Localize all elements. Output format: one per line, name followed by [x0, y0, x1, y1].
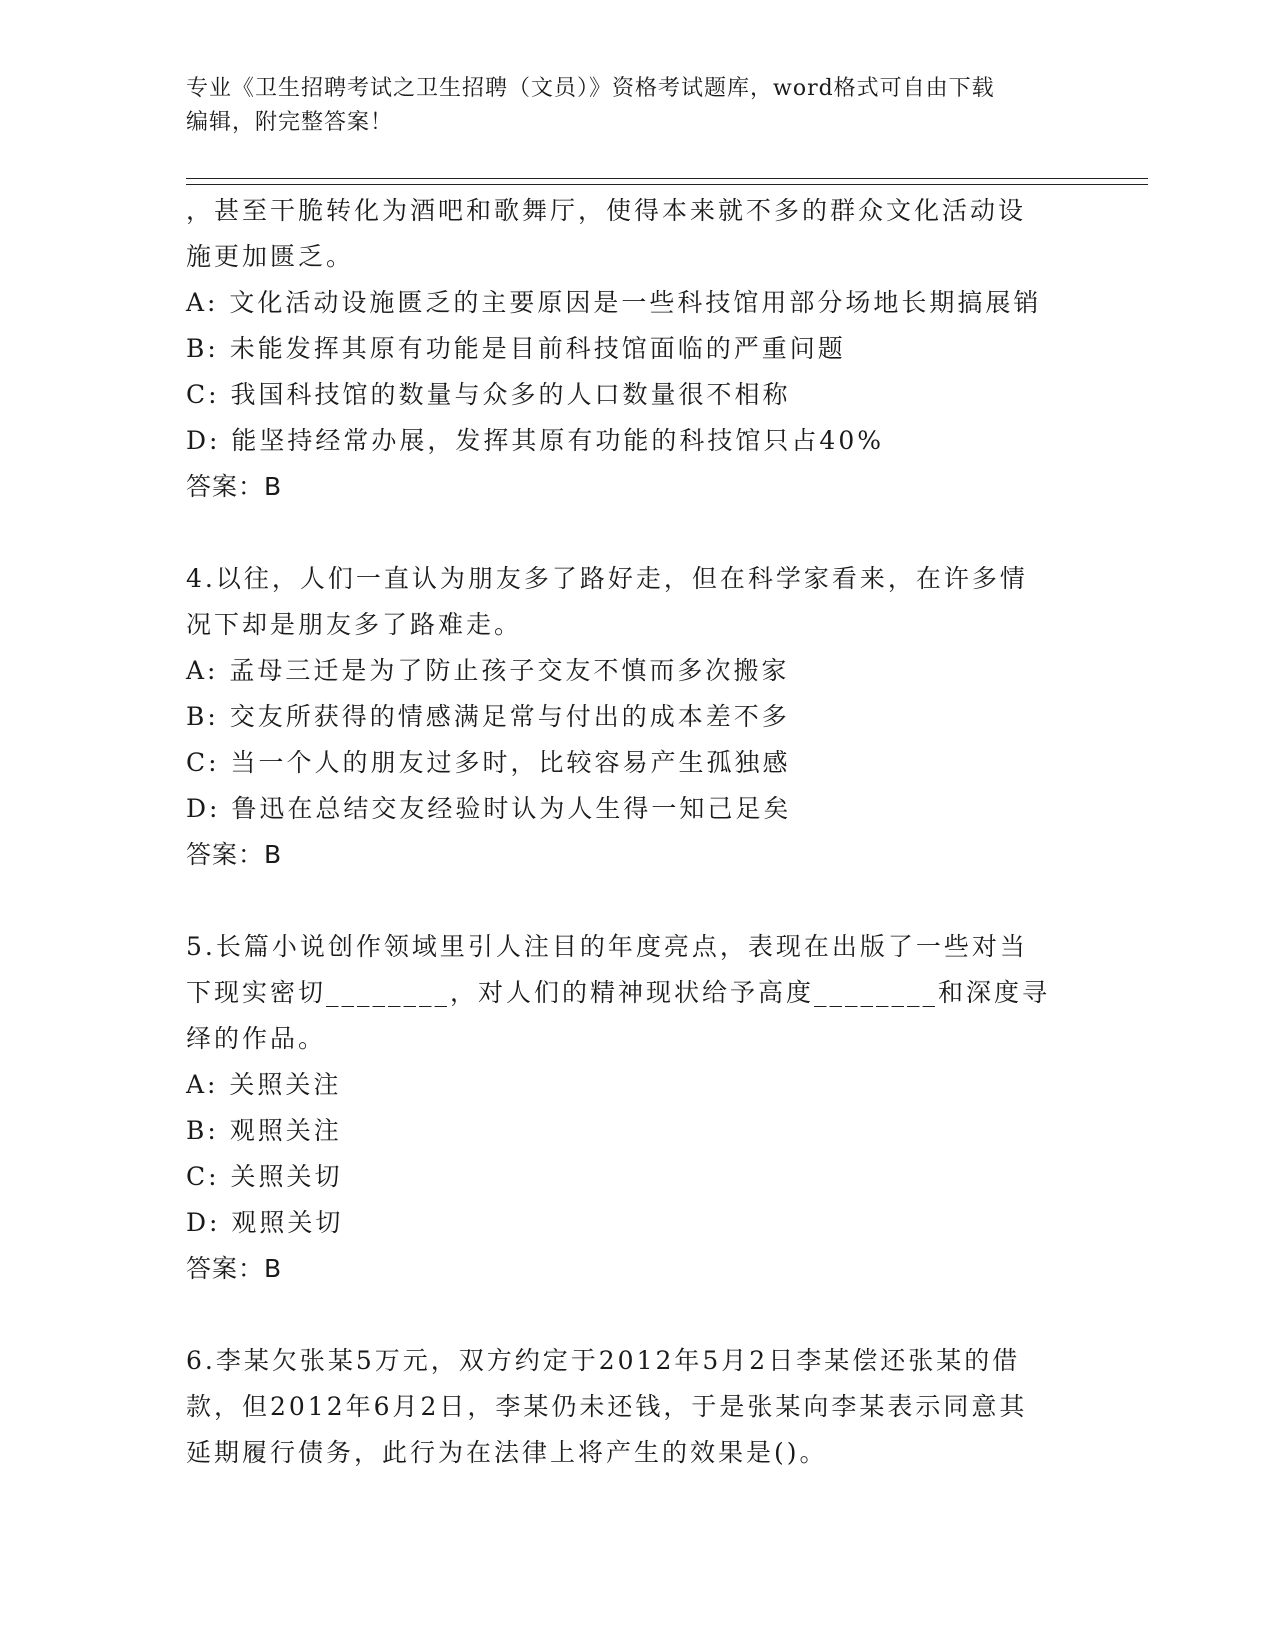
- question-stem-line: 延期履行债务，此行为在法律上将产生的效果是()。: [186, 1438, 828, 1467]
- question-stem-line: 6.李某欠张某5万元，双方约定于2012年5月2日李某偿还张某的借: [186, 1346, 1021, 1375]
- answer-line: 答案：B: [186, 472, 283, 501]
- option-b: B: 观照关注: [186, 1116, 342, 1145]
- option-a: A: 文化活动设施匮乏的主要原因是一些科技馆用部分场地长期搞展销: [186, 288, 1042, 317]
- question-stem-line: 下现实密切________，对人们的精神现状给予高度________和深度寻: [186, 978, 1051, 1007]
- option-c: C: 我国科技馆的数量与众多的人口数量很不相称: [186, 380, 791, 409]
- question-stem-line: 绎的作品。: [186, 1024, 327, 1053]
- option-c: C: 当一个人的朋友过多时，比较容易产生孤独感: [186, 748, 791, 777]
- answer-line: 答案：B: [186, 840, 283, 869]
- question-stem-line: 况下却是朋友多了路难走。: [186, 610, 523, 639]
- header-divider-bottom: [186, 184, 1148, 185]
- question-stem-line: 款，但2012年6月2日，李某仍未还钱，于是张某向李某表示同意其: [186, 1392, 1028, 1421]
- document-header: [186, 72, 1066, 140]
- option-d: D: 鲁迅在总结交友经验时认为人生得一知己足矣: [186, 794, 792, 823]
- question-4: [186, 556, 1086, 878]
- question-fragment: [186, 188, 1086, 510]
- header-line-2: 编辑，附完整答案！: [186, 110, 394, 135]
- option-d: D: 观照关切: [186, 1208, 344, 1237]
- answer-line: 答案：B: [186, 1254, 283, 1283]
- question-5: [186, 924, 1086, 1292]
- option-b: B: 未能发挥其原有功能是目前科技馆面临的严重问题: [186, 334, 846, 363]
- question-stem-line: ，甚至干脆转化为酒吧和歌舞厅，使得本来就不多的群众文化活动设: [186, 196, 1027, 225]
- question-stem-line: 施更加匮乏。: [186, 242, 355, 271]
- option-a: A: 孟母三迁是为了防止孩子交友不慎而多次搬家: [186, 656, 790, 685]
- question-list: [186, 188, 1086, 1476]
- option-d: D: 能坚持经常办展，发挥其原有功能的科技馆只占40%: [186, 426, 884, 455]
- header-line-1: 专业《卫生招聘考试之卫生招聘（文员）》资格考试题库，word格式可自由下载: [186, 76, 995, 101]
- header-divider-top: [186, 178, 1148, 179]
- question-6: [186, 1338, 1086, 1476]
- option-a: A: 关照关注: [186, 1070, 342, 1099]
- question-stem-line: 4.以往，人们一直认为朋友多了路好走，但在科学家看来，在许多情: [186, 564, 1028, 593]
- option-c: C: 关照关切: [186, 1162, 343, 1191]
- option-b: B: 交友所获得的情感满足常与付出的成本差不多: [186, 702, 790, 731]
- question-stem-line: 5.长篇小说创作领域里引人注目的年度亮点，表现在出版了一些对当: [186, 932, 1028, 961]
